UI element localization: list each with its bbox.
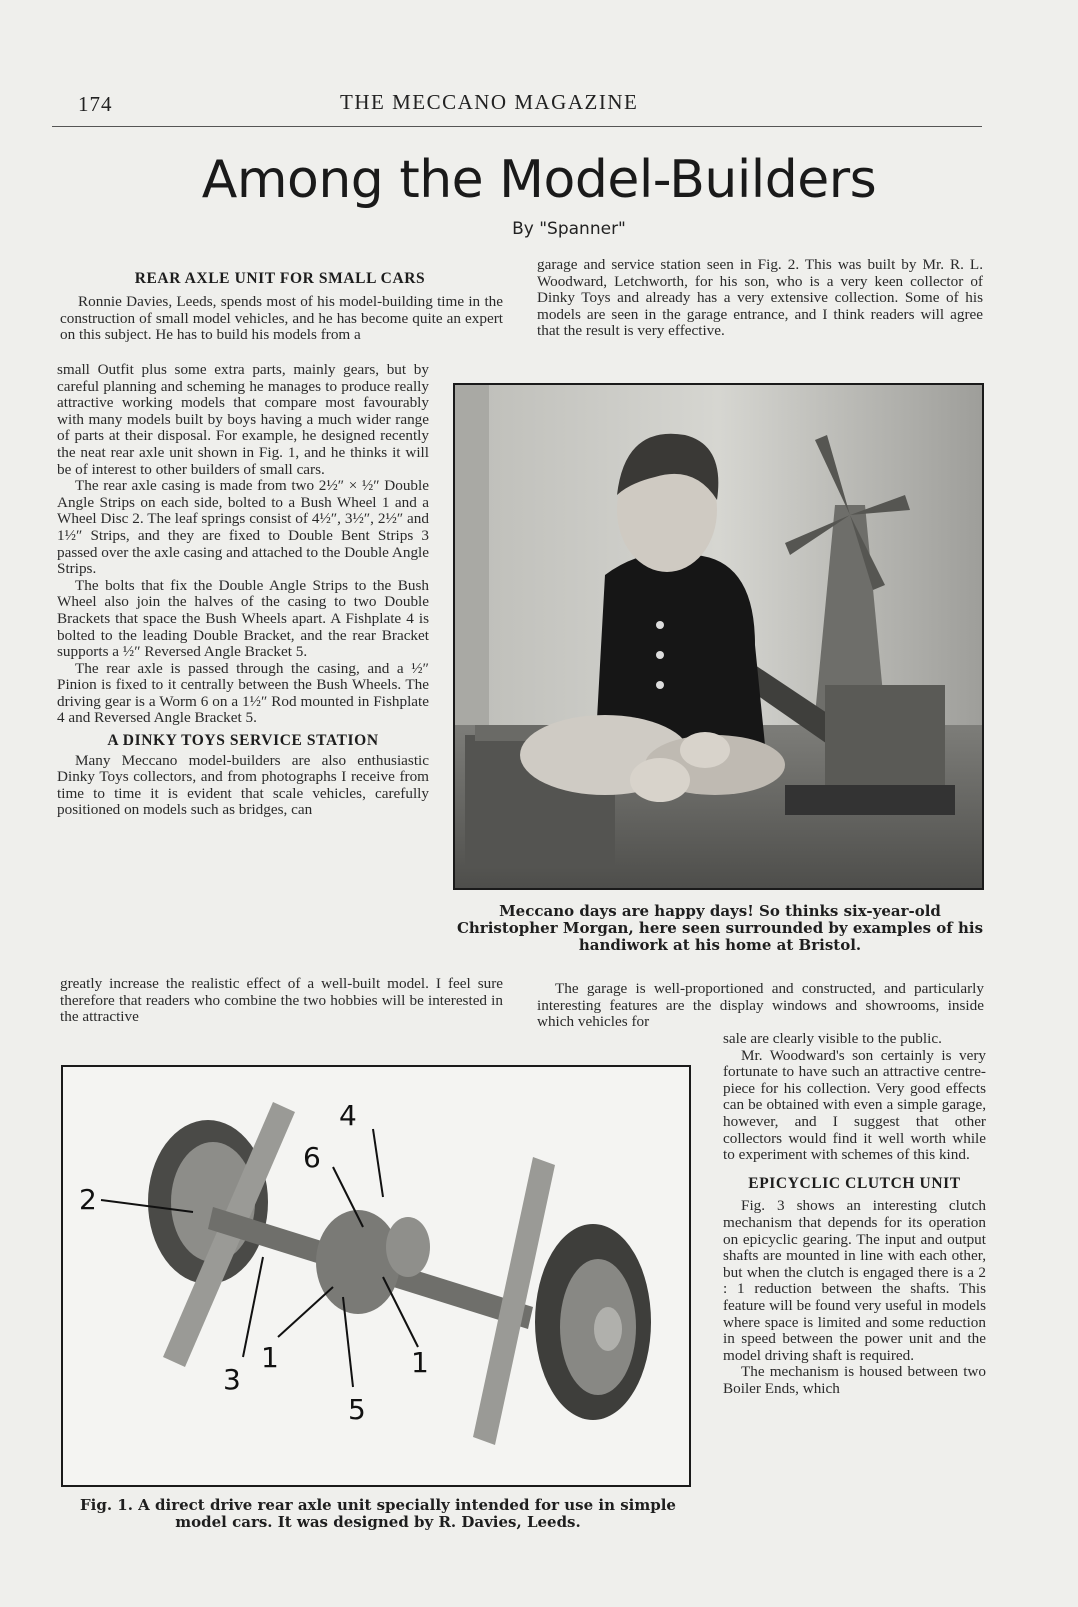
dinky-text-3: Mr. Woodward's son certainly is very fortunate to have such an attractive centre-piece for his collection. Very good effects can be obtained with even a simple garage, however, and I suggest that other collectors would find it well worth while to experiment with schemes of this kind. bbox=[723, 1046, 986, 1164]
fig-label-2: 2 bbox=[79, 1183, 97, 1216]
figure-1-illustration bbox=[63, 1067, 689, 1485]
dinky-text-1: Many Meccano model-builders are also enthusiastic Dinky Toys collectors, and from photographs I receive from time to time it is evident that scale vehicles, carefully positioned on models such as bridges, can bbox=[57, 751, 429, 819]
dinky-para1-wide bbox=[60, 976, 503, 1026]
rear-axle-text-4: The rear axle is passed through the casing, and a ½″ Pinion is fixed to it centrally between the Bush Wheels. The driving gear is a Worm 6 on a 1½″ Rod mounted in Fishplate 4 and Reversed Angle Bracket 5. bbox=[57, 659, 429, 727]
epicyclic-text-1: Fig. 3 shows an interesting clutch mechanism that depends for its operation on epicyclic gearing. The input and output shafts are mounted in line with each other, but when the clutch is engaged there is a 2 : 1 reduction between the shafts. This feature will be found very useful in models where space is limited and some reduction in speed between the power unit and the model driving shaft is required. bbox=[723, 1197, 986, 1364]
photo-boy-with-models bbox=[453, 383, 984, 890]
article-byline: By "Spanner" bbox=[512, 219, 626, 239]
heading-epicyclic: EPICYCLIC CLUTCH UNIT bbox=[748, 1174, 961, 1192]
heading-dinky: A DINKY TOYS SERVICE STATION bbox=[107, 732, 379, 750]
rear-axle-para1-wide bbox=[60, 294, 503, 344]
rear-axle-text-3: The bolts that fix the Double Angle Strips to the Bush Wheel also join the halves of the casing to two Double Brackets that space the Bush Wheels apart. A Fishplate 4 is bolted to the leading Double Bracket, and the rear Bracket supports a ½″ Reversed Angle Bracket 5. bbox=[57, 576, 429, 661]
fig-label-5: 5 bbox=[348, 1393, 366, 1426]
dinky-text-1-right: garage and service station seen in Fig. 2. This was built by Mr. R. L. Woodward, Letchworth, for his son, who is a very keen collector of Dinky Toys and already has a very extensive collection. Some of his models are seen in the garage entrance, and I think readers will agree that the result is very effective. bbox=[537, 256, 983, 340]
epicyclic-text-2: The mechanism is housed between two Boiler Ends, which bbox=[723, 1363, 986, 1397]
page-number: 174 bbox=[78, 92, 113, 116]
fig-label-1-left: 1 bbox=[261, 1341, 279, 1374]
heading-rear-axle: REAR AXLE UNIT FOR SMALL CARS bbox=[134, 270, 426, 287]
rear-axle-text-2: The rear axle casing is made from two 2½″ × ½″ Double Angle Strips on each side, bolted to a Bush Wheel 1 and a Wheel Disc 2. The leaf springs consist of 4½″, 3½″, 2½″ and 1½″ Strips, and they are fixed to Double Bent Strips 3 passed over the axle casing and attached to the Double Angle Strips. bbox=[57, 477, 429, 578]
fig-label-6: 6 bbox=[303, 1141, 321, 1174]
photo-illustration bbox=[455, 385, 982, 888]
running-header: THE MECCANO MAGAZINE bbox=[340, 90, 639, 114]
dinky-text-1-cont: greatly increase the realistic effect of a well-built model. I feel sure therefore that readers who combine the two hobbies will be interested in the attractive bbox=[60, 975, 503, 1026]
dinky-text-2-cont: sale are clearly visible to the public. bbox=[723, 1030, 942, 1047]
figure-1-caption: Fig. 1. A direct drive rear axle unit specially intended for use in simple model cars. It was designed by R. Davies, Leeds. bbox=[80, 1496, 676, 1531]
fig-label-3: 3 bbox=[223, 1363, 241, 1396]
right-narrow-column bbox=[723, 1031, 986, 1397]
article-title: Among the Model-Builders bbox=[201, 150, 877, 210]
rear-axle-text-1: Ronnie Davies, Leeds, spends most of his model-building time in the construction of small model vehicles, and he has become quite an expert on this subject. He has to build his models from a bbox=[60, 293, 503, 344]
dinky-para2-wide bbox=[537, 981, 984, 1031]
photo-caption: Meccano days are happy days! So thinks six-year-old Christopher Morgan, here seen surrounded by examples of his handiwork at his home at Bristol. bbox=[456, 902, 984, 954]
figure-1-image bbox=[61, 1065, 691, 1487]
rear-axle-narrow-block bbox=[57, 362, 429, 819]
dinky-para1-cont bbox=[537, 257, 983, 340]
header-rule bbox=[52, 126, 982, 127]
dinky-text-2: The garage is well-proportioned and constructed, and particularly interesting features are the display windows and showrooms, inside which vehicles for bbox=[537, 980, 984, 1031]
rear-axle-text-1-cont: small Outfit plus some extra parts, mainly gears, but by careful planning and scheming he manages to produce really attractive working models that compare most favourably with many models built by boys having a much wider range of parts at their disposal. For example, he designed recently the neat rear axle unit shown in Fig. 1, and he thinks it will be of interest to other builders of small cars. bbox=[57, 361, 429, 478]
fig-label-1-right: 1 bbox=[411, 1346, 429, 1379]
fig-label-4: 4 bbox=[339, 1099, 357, 1132]
